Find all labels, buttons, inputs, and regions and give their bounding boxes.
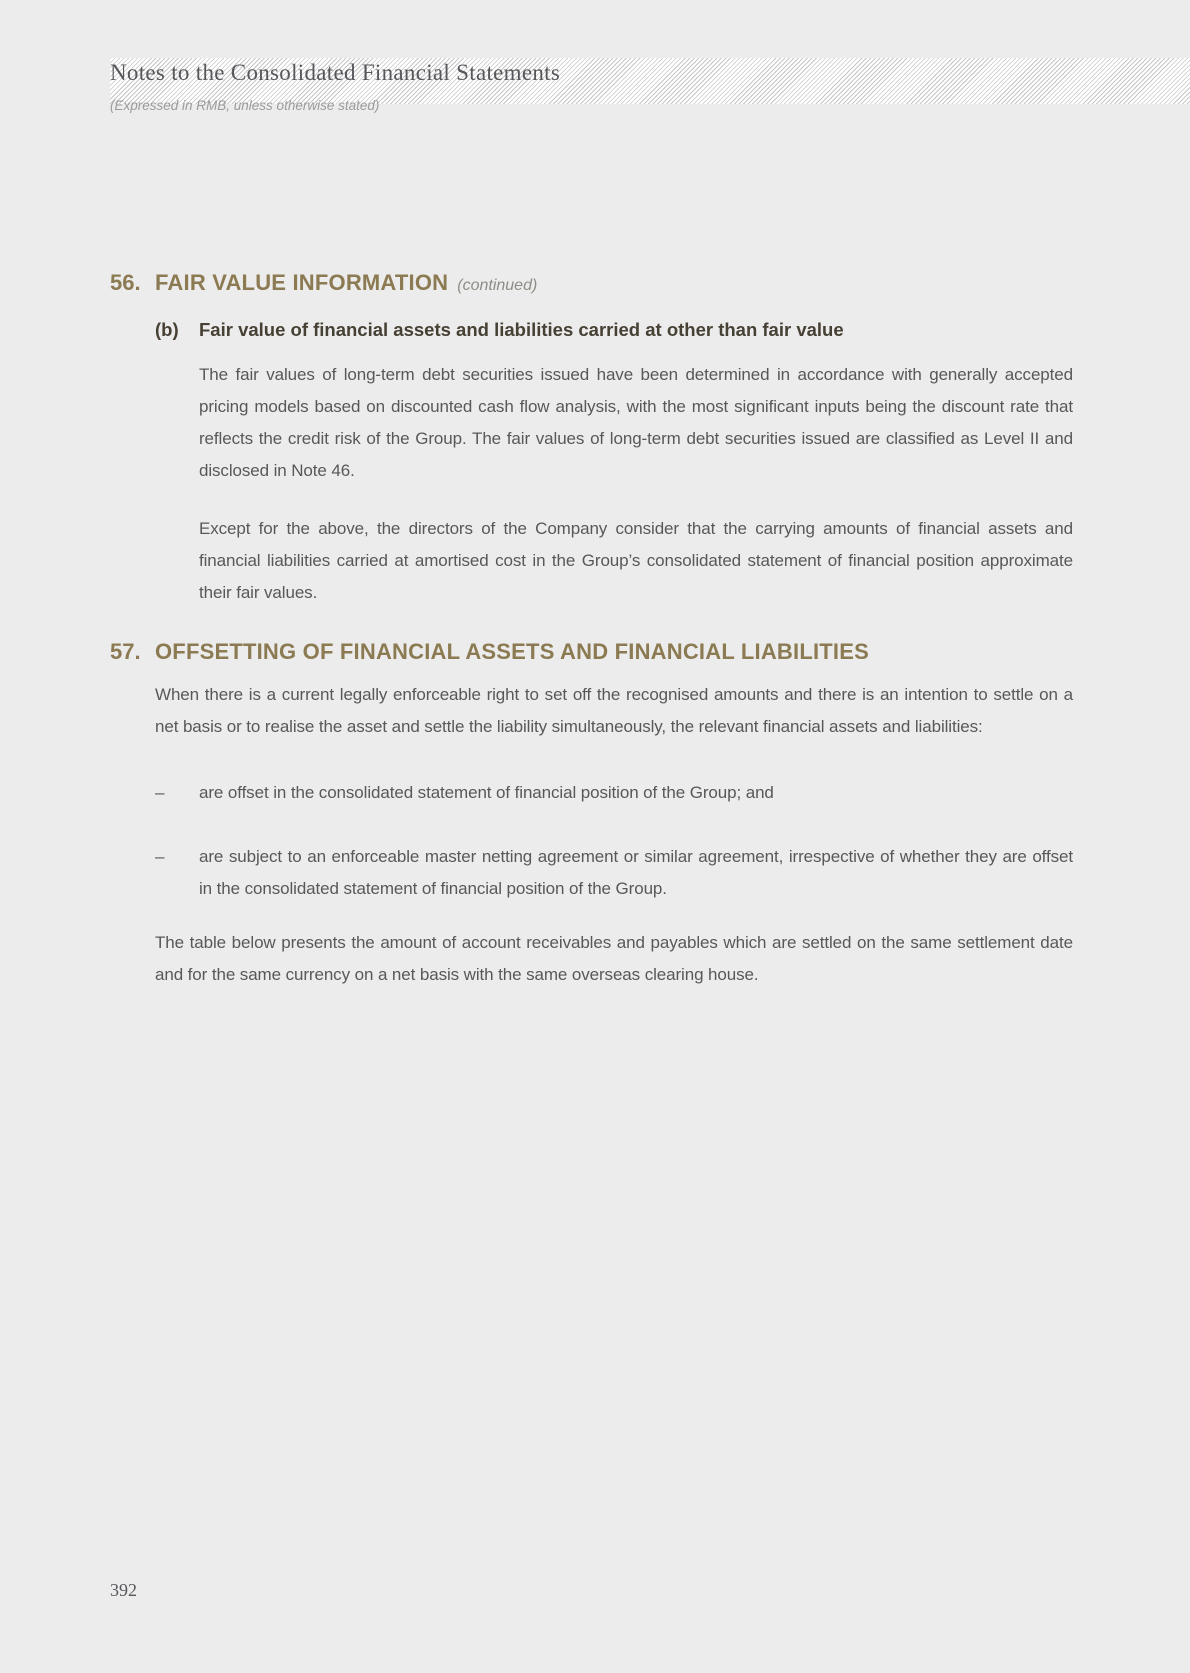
paragraph: The table below presents the amount of account receivables and payables which are settled on the same settlement date and for the same currency on a net basis with the same overseas clearing house. (155, 933, 1073, 984)
page-content (0, 58, 1190, 991)
section-continued-label: (continued) (457, 277, 538, 294)
section-57 (110, 637, 1073, 991)
list-item (155, 777, 1073, 809)
bullet-dash: – (155, 783, 165, 802)
section-title-text: OFFSETTING OF FINANCIAL ASSETS AND FINANCIAL LIABILITIES (155, 639, 869, 664)
paragraph: When there is a current legally enforceable right to set off the recognised amounts and there is an intention to settle on a net basis or to realise the asset and settle the liability simultaneously, the relevant financial assets and liabilities: (155, 685, 1073, 736)
section-title-text: FAIR VALUE INFORMATION (155, 270, 449, 295)
document-page (0, 58, 1190, 1673)
list-item (155, 841, 1073, 905)
subsection-title: Fair value of financial assets and liabilities carried at other than fair value (199, 319, 844, 340)
bullet-text: are offset in the consolidated statement of financial position of the Group; and (199, 783, 774, 802)
subsection-label: (b) (155, 319, 179, 340)
section-57-heading (110, 637, 1073, 667)
paragraph: Except for the above, the directors of the Company consider that the carrying amounts of financial assets and financial liabilities carried at amortised cost in the Group’s consolidated statement of financial position approximate their fair values. (199, 519, 1073, 602)
page-subtitle: (Expressed in RMB, unless otherwise stated) (110, 98, 380, 113)
section-56 (110, 268, 1073, 609)
bullet-dash: – (155, 847, 165, 866)
section-number: 57. (110, 639, 141, 664)
bullet-text: are subject to an enforceable master netting agreement or similar agreement, irrespective of whether they are offset in the consolidated statement of financial position of the Group. (199, 847, 1073, 898)
section-57-body (155, 679, 1073, 991)
paragraph: The fair values of long-term debt securities issued have been determined in accordance with generally accepted pricing models based on discounted cash flow analysis, with the most significant inputs being the discount rate that reflects the credit risk of the Group. The fair values of long-term debt securities issued are classified as Level II and disclosed in Note 46. (199, 365, 1073, 480)
section-number: 56. (110, 270, 141, 295)
subsection-b-heading (155, 317, 1073, 343)
section-title (155, 268, 537, 301)
page-title: Notes to the Consolidated Financial Statements (110, 60, 561, 85)
subsection-b-body (199, 359, 1073, 609)
page-number: 392 (110, 1580, 137, 1600)
section-56-body (155, 317, 1073, 609)
section-56-heading (110, 268, 1073, 301)
